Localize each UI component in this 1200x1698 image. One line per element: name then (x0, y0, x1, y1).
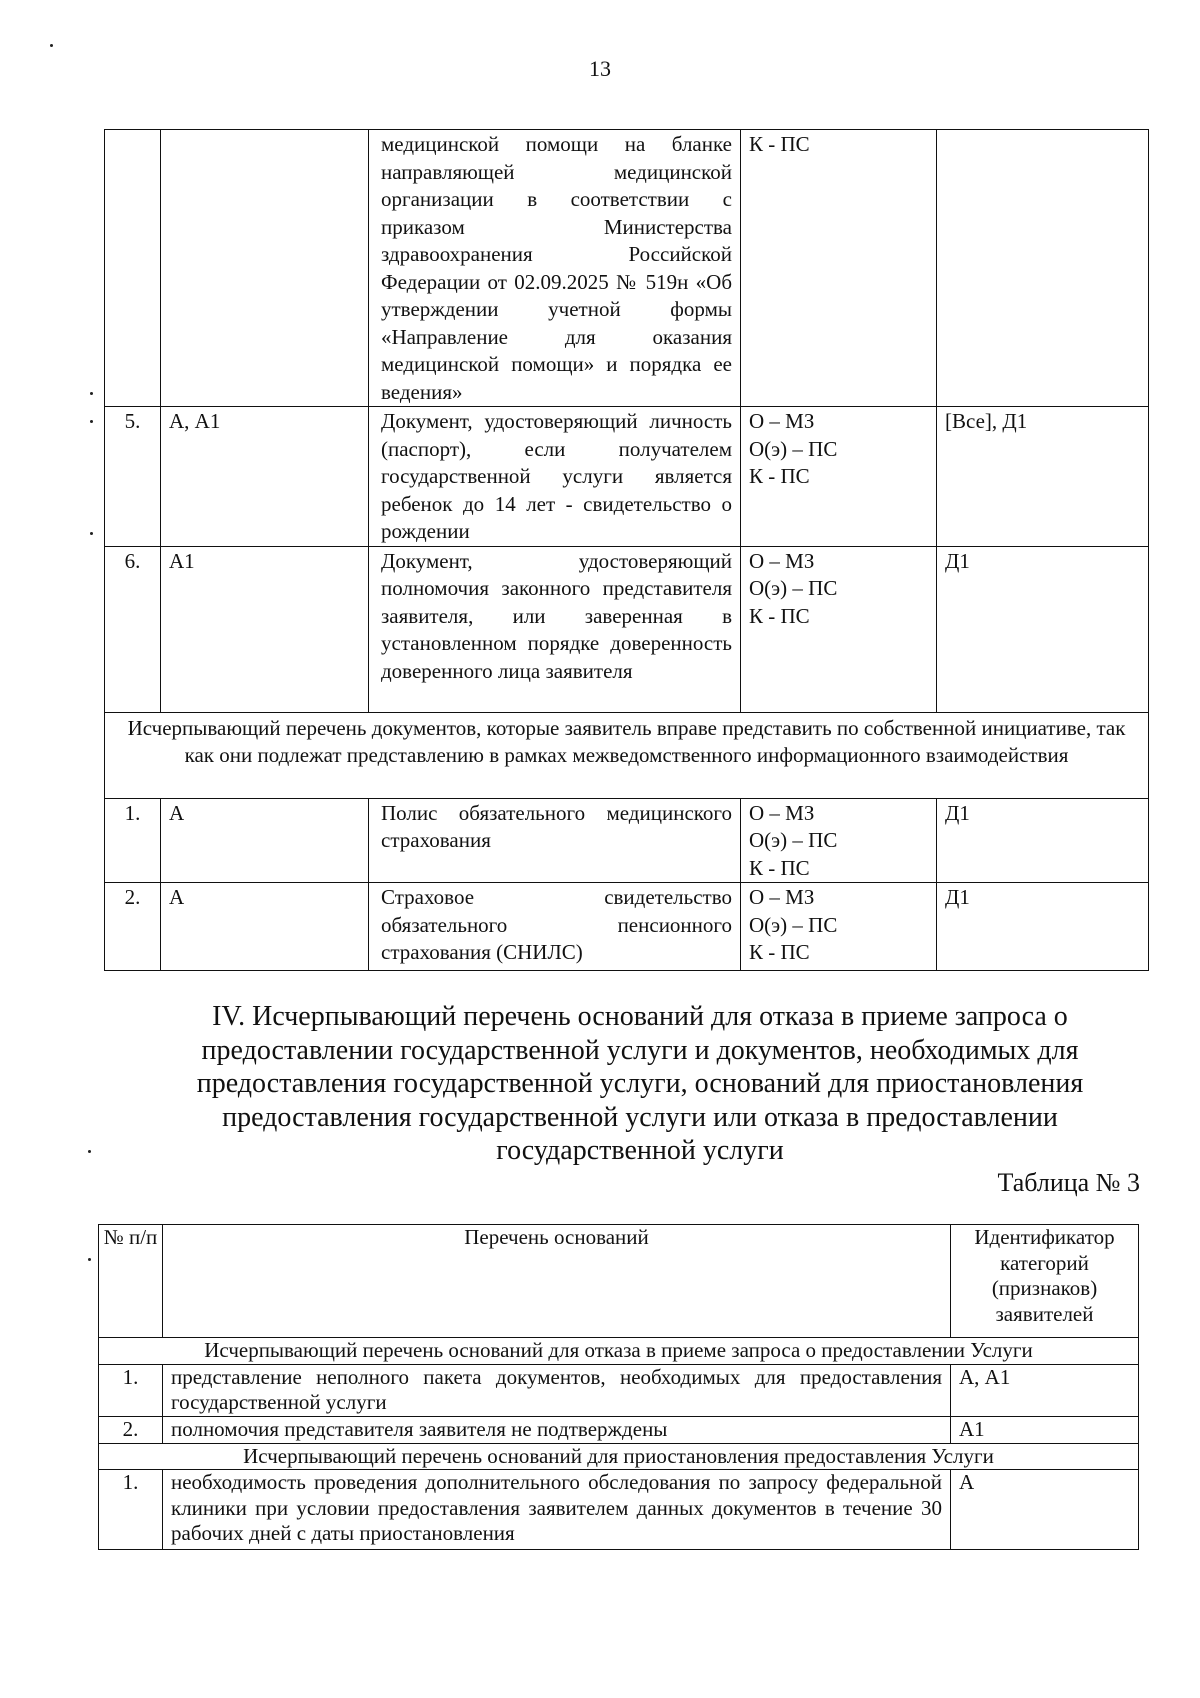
table-row (105, 798, 1149, 883)
provision-cell: К - ПС (741, 130, 937, 407)
table-row (99, 1470, 1139, 1550)
row-number: 2. (99, 1416, 163, 1443)
row-number: 1. (99, 1470, 163, 1550)
scan-speck (90, 420, 93, 423)
optional-documents-heading: Исчерпывающий перечень документов, которые заявитель вправе представить по собственной инициативе, так как они подлежат представлению в рамках межведомственного информационного взаимодействия (105, 712, 1149, 798)
document-cell: Документ, удостоверяющий полномочия законного представителя заявителя, или заверенная в установленном порядке доверенность доверенного лица заявителя (369, 546, 741, 712)
provision-line: О – МЗ (749, 409, 815, 433)
page-number: 13 (589, 56, 611, 81)
row-number (105, 130, 161, 407)
table-row (99, 1416, 1139, 1443)
table-row (105, 130, 1149, 407)
applicants-cell: Д1 (937, 546, 1149, 712)
provision-cell (741, 798, 937, 883)
provision-line: О – МЗ (749, 885, 815, 909)
section-row (105, 712, 1149, 798)
header-row (99, 1225, 1139, 1338)
provision-line: К - ПС (749, 464, 810, 488)
provision-cell (741, 407, 937, 547)
row-number: 1. (99, 1364, 163, 1416)
scan-speck (88, 1258, 91, 1261)
provision-line: К - ПС (749, 940, 810, 964)
scan-speck (90, 392, 93, 395)
group-title: Исчерпывающий перечень оснований для приостановления предоставления Услуги (99, 1443, 1139, 1470)
group-row (99, 1443, 1139, 1470)
document-cell: медицинской помощи на бланке направляющей медицинской организации в соответствии с приказом Министерства здравоохранения Российской Федерации от 02.09.2025 № 519н «Об утверждении учетной формы «Направление для оказания медицинской помощи» и порядка ее ведения» (369, 130, 741, 407)
provision-cell (741, 883, 937, 971)
provision-line: О(э) – ПС (749, 828, 838, 852)
applicants-cell: Д1 (937, 883, 1149, 971)
row-number: 5. (105, 407, 161, 547)
provision-line: О – МЗ (749, 800, 815, 825)
category-cell: А, А1 (161, 407, 369, 547)
provision-line: К - ПС (749, 855, 810, 880)
ground-text: представление неполного пакета документов, необходимых для предоставления государственной услуги (163, 1364, 951, 1416)
scan-speck (50, 44, 53, 47)
scan-speck (90, 532, 93, 535)
identifier-cell: А (951, 1470, 1139, 1550)
category-cell: А (161, 798, 369, 883)
row-number: 1. (105, 798, 161, 883)
header-num: № п/п (99, 1225, 163, 1338)
document-cell: Полис обязательного медицинского страхования (369, 798, 741, 883)
provision-cell (741, 546, 937, 712)
table-caption: Таблица № 3 (997, 1168, 1140, 1197)
document-cell: Документ, удостоверяющий личность (паспорт), если получателем государственной услуги является ребенок до 14 лет - свидетельство о рождении (369, 407, 741, 547)
group-row (99, 1338, 1139, 1365)
provision-line: О(э) – ПС (749, 576, 838, 600)
grounds-table (98, 1224, 1139, 1550)
section-iv-heading: IV. Исчерпывающий перечень оснований для отказа в приеме запроса о предоставлении государственной услуги и документов, необходимых для предоставления государственной услуги, оснований для приостановления предоставления государственной услуги или отказа в предоставлении государственной услуги (196, 1001, 1084, 1166)
documents-table (104, 129, 1149, 971)
scan-speck (88, 1150, 91, 1153)
category-cell: А1 (161, 546, 369, 712)
row-number: 6. (105, 546, 161, 712)
category-cell: А (161, 883, 369, 971)
applicants-cell: [Все], Д1 (937, 407, 1149, 547)
table-row (105, 883, 1149, 971)
row-number: 2. (105, 883, 161, 971)
header-grounds: Перечень оснований (163, 1225, 951, 1338)
identifier-cell: А, А1 (951, 1364, 1139, 1416)
table-row (105, 546, 1149, 712)
table-row (99, 1364, 1139, 1416)
provision-line: О – МЗ (749, 548, 815, 573)
group-title: Исчерпывающий перечень оснований для отказа в приеме запроса о предоставлении Услуги (99, 1338, 1139, 1365)
category-cell (161, 130, 369, 407)
ground-text: необходимость проведения дополнительного обследования по запросу федеральной клиники при условии предоставления заявителем данных документов в течение 30 рабочих дней с даты приостановления (163, 1470, 951, 1550)
identifier-cell: А1 (951, 1416, 1139, 1443)
applicants-cell (937, 130, 1149, 407)
provision-line: О(э) – ПС (749, 912, 838, 937)
provision-line: О(э) – ПС (749, 436, 838, 461)
provision-line: К - ПС (749, 603, 810, 628)
document-cell: Страховое свидетельство обязательного пенсионного страхования (СНИЛС) (369, 883, 741, 971)
header-identifier: Идентификатор категорий (признаков) заявителей (951, 1225, 1139, 1338)
table-row (105, 407, 1149, 547)
applicants-cell: Д1 (937, 798, 1149, 883)
ground-text: полномочия представителя заявителя не подтверждены (163, 1416, 951, 1443)
